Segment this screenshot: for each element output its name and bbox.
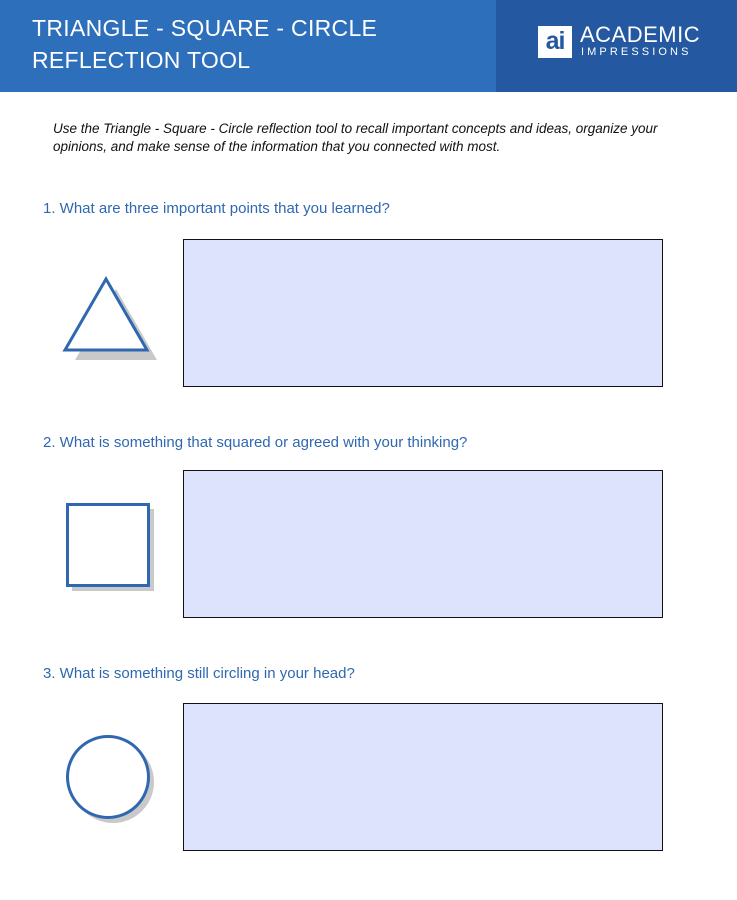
title-line-1: TRIANGLE - SQUARE - CIRCLE	[32, 15, 378, 41]
answer-box-1[interactable]	[183, 239, 663, 387]
question-3: 3. What is something still circling in your head?	[43, 665, 355, 682]
question-1: 1. What are three important points that you learned?	[43, 200, 390, 217]
intro-instructions: Use the Triangle - Square - Circle reflection tool to recall important concepts and ideas, organize your opinions, and make sense of the information that you connected with most.	[53, 121, 658, 154]
question-2: 2. What is something that squared or agreed with your thinking?	[43, 434, 468, 451]
academic-impressions-logo-mark: ai	[538, 26, 572, 58]
circle-icon	[58, 728, 166, 832]
answer-box-2[interactable]	[183, 470, 663, 618]
logo-wordmark: ACADEMIC	[580, 22, 701, 47]
title-line-2: REFLECTION TOOL	[32, 47, 251, 73]
logo-subtitle: IMPRESSIONS	[581, 46, 692, 58]
answer-box-3[interactable]	[183, 703, 663, 851]
page-title	[32, 12, 377, 76]
square-icon	[58, 496, 166, 600]
triangle-icon	[58, 270, 158, 365]
